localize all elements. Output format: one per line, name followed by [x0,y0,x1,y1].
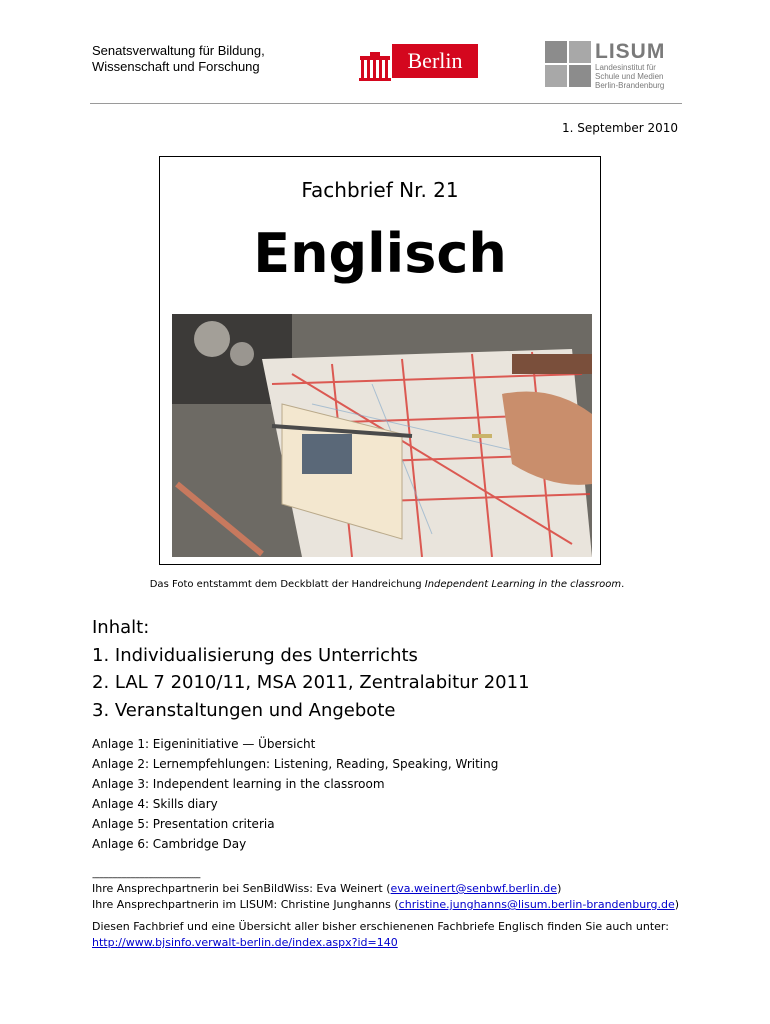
footer-text: Diesen Fachbrief und eine Übersicht aller bisher erschienenen Fachbriefe Englisch finden Sie auch unter: [92,920,669,933]
lisum-logo-line-3: Berlin-Brandenburg [595,81,665,90]
document-date: 1. September 2010 [562,121,678,135]
attachment-item: Anlage 5: Presentation criteria [92,817,275,831]
attachment-item: Anlage 6: Cambridge Day [92,837,247,851]
email-link-lisum[interactable]: christine.junghanns@lisum.berlin-brandenburg.de [398,898,675,911]
lisum-grid-icon [545,41,593,89]
caption-text: Das Foto entstammt dem Deckblatt der Handreichung [149,579,425,590]
footer-note [92,919,692,951]
contents-item: 1. Individualisierung des Unterrichts [92,644,418,666]
contents-item: 3. Veranstaltungen und Angebote [92,699,396,721]
table-of-contents [92,614,530,724]
separator-line: ------------------------------------------------ [92,873,200,883]
attachment-item: Anlage 3: Independent learning in the classroom [92,777,385,791]
contact-senbildwiss [92,881,679,897]
contact-label: Ihre Ansprechpartnerin bei SenBildWiss: Eva Weinert ( [92,882,391,895]
brandenburg-gate-icon [358,48,392,82]
caption-source-title: Independent Learning in the classroom [424,579,622,590]
subject-title: Englisch [253,222,507,285]
institution-line-2: Wissenschaft und Forschung [92,59,260,74]
berlin-logo-text: Berlin [392,44,478,78]
caption-period: . [621,579,625,590]
institution-name [92,43,265,75]
contact-label: Ihre Ansprechpartnerin im LISUM: Christine Junghanns ( [92,898,399,911]
contents-item: 2. LAL 7 2010/11, MSA 2011, Zentralabitur 2011 [92,672,530,693]
contact-close-paren: ) [674,898,680,911]
contact-lisum [92,897,679,913]
lisum-logo [545,41,685,91]
lisum-logo-title: LISUM [595,40,666,63]
lisum-logo-line-2: Schule und Medien [595,72,664,81]
attachment-item: Anlage 1: Eigeninitiative — Übersicht [92,737,316,751]
header-divider [90,103,682,104]
email-link-senbildwiss[interactable]: eva.weinert@senbwf.berlin.de [390,882,558,895]
issue-title: Fachbrief Nr. 21 [301,178,459,202]
lisum-logo-line-1: Landesinstitut für [595,63,656,72]
map-photo [172,314,592,557]
photo-caption [92,579,682,590]
attachments-list [92,734,498,854]
attachment-item: Anlage 2: Lernempfehlungen: Listening, Reading, Speaking, Writing [92,757,499,771]
attachment-item: Anlage 4: Skills diary [92,797,218,811]
footer-url-link[interactable]: http://www.bjsinfo.verwalt-berlin.de/index.aspx?id=140 [92,936,398,949]
contact-close-paren: ) [557,882,562,895]
contents-heading: Inhalt: [92,617,150,638]
contacts-block [92,881,679,913]
berlin-logo [358,44,478,84]
institution-line-1: Senatsverwaltung für Bildung, [92,43,265,58]
